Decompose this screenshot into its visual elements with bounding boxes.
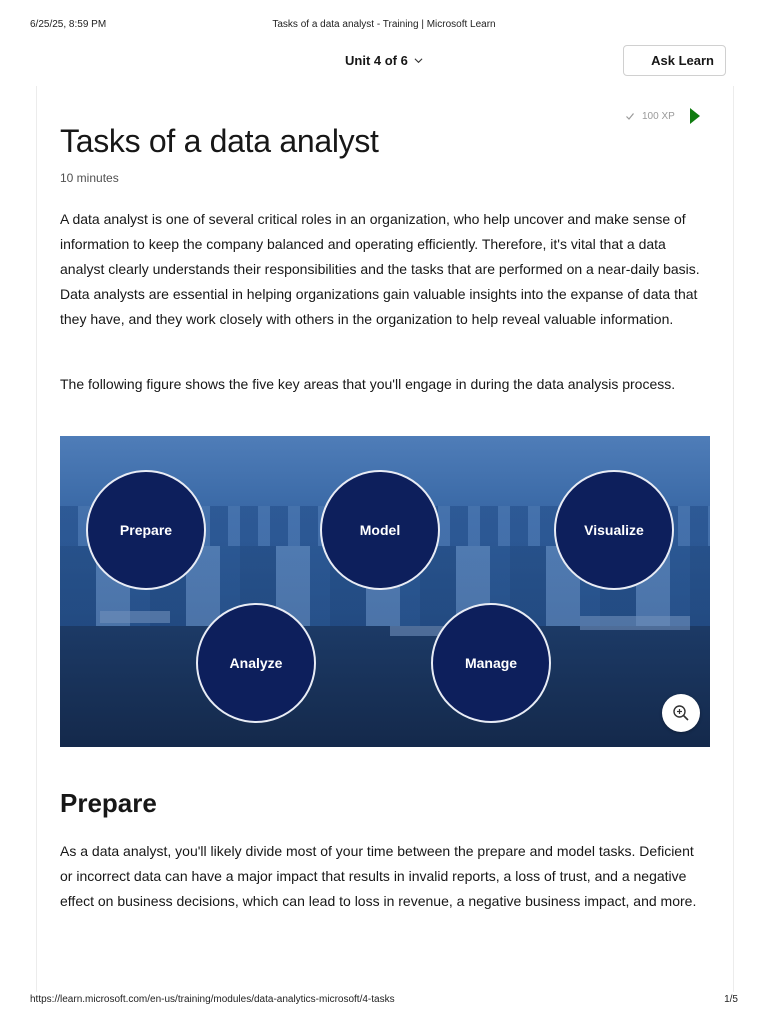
chevron-down-icon xyxy=(414,56,423,65)
xp-indicator xyxy=(625,108,700,124)
section-title-prepare: Prepare xyxy=(60,788,157,818)
check-icon xyxy=(625,111,635,121)
print-url: https://learn.microsoft.com/en-us/training/modules/data-analytics-microsoft/4-tasks xyxy=(30,994,395,1005)
zoom-in-icon xyxy=(672,704,690,722)
play-icon[interactable] xyxy=(690,108,700,124)
print-page-number: 1/5 xyxy=(724,994,738,1005)
unit-nav-dropdown[interactable] xyxy=(345,53,423,68)
area-visualize: Visualize xyxy=(554,470,674,590)
page-title: Tasks of a data analyst xyxy=(60,123,379,159)
topbar xyxy=(0,44,768,76)
ask-learn-button[interactable]: Ask Learn xyxy=(623,45,726,76)
figure-background xyxy=(100,611,170,623)
print-title: Tasks of a data analyst - Training | Microsoft Learn xyxy=(272,19,496,30)
area-model: Model xyxy=(320,470,440,590)
figure-background xyxy=(60,626,710,747)
zoom-image-button[interactable] xyxy=(662,694,700,732)
duration-label: 10 minutes xyxy=(60,171,119,185)
prepare-paragraph: As a data analyst, you'll likely divide most of your time between the prepare and model tasks. Deficient or incorrect data can have a major impact that results in invalid reports, a loss of trust, and a negative effect on business decisions, which can lead to loss in revenue, a negative business impact, and more. xyxy=(60,843,697,909)
print-date: 6/25/25, 8:59 PM xyxy=(30,19,107,30)
data-analysis-figure xyxy=(60,436,710,747)
area-manage: Manage xyxy=(431,603,551,723)
area-analyze: Analyze xyxy=(196,603,316,723)
xp-label: 100 XP xyxy=(642,110,675,122)
area-prepare: Prepare xyxy=(86,470,206,590)
figure-background xyxy=(580,616,690,630)
print-header xyxy=(30,19,738,33)
intro-paragraph: A data analyst is one of several critical roles in an organization, who help uncover and make sense of information to keep the company balanced and operating efficiently. Therefore, it's vital that a data analyst clearly understands their responsibilities and the tasks that are performed on a near-daily basis. Data analysts are essential in helping organizations gain valuable insights into the expanse of data that they have, and they work closely with others in the organization to help reveal valuable information. xyxy=(60,211,700,327)
unit-nav-label: Unit 4 of 6 xyxy=(345,53,408,68)
figure-intro-paragraph: The following figure shows the five key areas that you'll engage in during the data analysis process. xyxy=(60,376,676,392)
